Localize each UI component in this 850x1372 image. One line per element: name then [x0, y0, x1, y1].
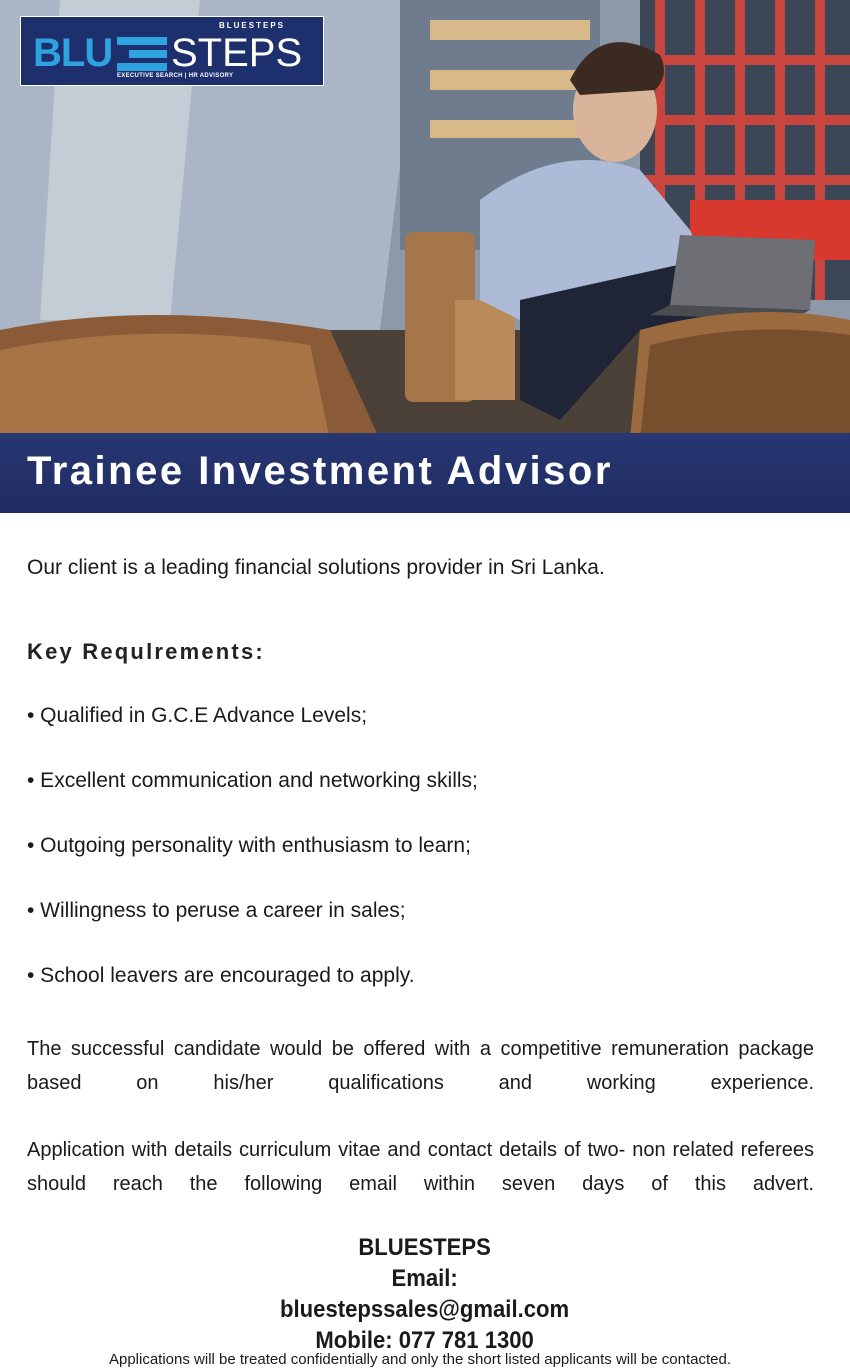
requirement-item: • Willingness to peruse a career in sales; — [27, 899, 406, 922]
logo-blu-text: BLU — [33, 31, 113, 75]
logo-small-text: BLUESTEPS — [218, 21, 285, 30]
application-paragraph: Application with details curriculum vitae and contact details of two- non related referees should reach the following email within seven days of this advert. — [27, 1139, 814, 1195]
requirement-item: • Outgoing personality with enthusiasm to learn; — [27, 834, 471, 857]
remuneration-paragraph: The successful candidate would be offered with a competitive remuneration package based on his/her qualifications and working experience. — [27, 1038, 814, 1094]
contact-email-label: Email: — [391, 1265, 458, 1292]
intro-text: Our client is a leading financial solutions provider in Sri Lanka. — [27, 556, 605, 579]
footer-note: Applications will be treated confidentially and only the short listed applicants will be contacted. — [108, 1351, 732, 1368]
logo-bars-icon — [117, 37, 167, 71]
bluesteps-logo — [20, 16, 324, 86]
contact-email-link[interactable]: bluestepssales@gmail.com — [280, 1296, 570, 1323]
requirement-item: • Excellent communication and networking skills; — [27, 769, 478, 792]
logo-tagline: EXECUTIVE SEARCH | HR ADVISORY — [117, 73, 234, 79]
hero-photo — [0, 0, 850, 440]
requirement-item: • Qualified in G.C.E Advance Levels; — [27, 704, 368, 727]
job-title: Trainee Investment Advisor — [27, 449, 613, 493]
contact-company: BLUESTEPS — [358, 1234, 491, 1261]
requirements-heading: Key Requlrements: — [27, 639, 265, 664]
requirement-item: • School leavers are encouraged to apply. — [27, 964, 415, 987]
requirements-list — [27, 702, 478, 1027]
title-band — [0, 433, 850, 513]
contact-mobile: Mobile: 077 781 1300 — [315, 1327, 534, 1354]
logo-steps-text: STEPS — [171, 31, 303, 75]
